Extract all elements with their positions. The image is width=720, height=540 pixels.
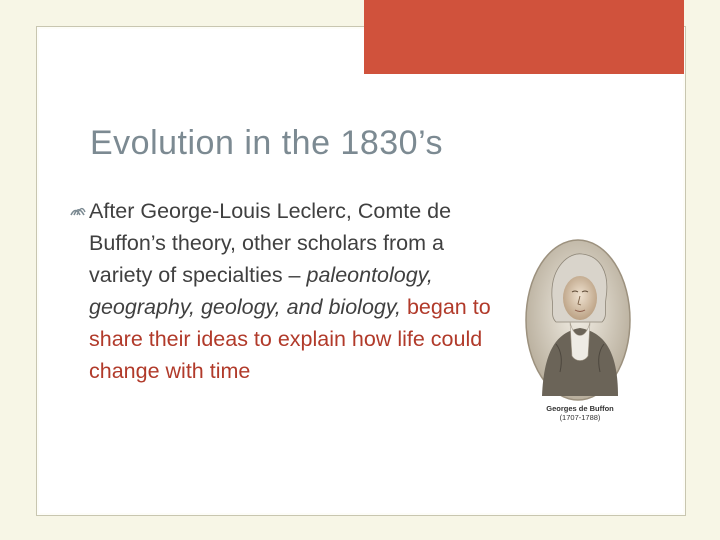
bullet-text <box>89 195 500 387</box>
wave-bullet-icon <box>70 203 86 219</box>
slide-title: Evolution in the 1830’s <box>90 124 444 162</box>
bullet-item <box>70 195 500 387</box>
bullet-text-highlight: began to share their ideas to explain how life could change with time <box>89 295 491 383</box>
accent-bar <box>364 0 684 74</box>
portrait-caption-dates: (1707-1788) <box>559 413 601 422</box>
portrait-caption-name: Georges de Buffon <box>546 404 614 413</box>
bullet-text-normal: After George-Louis Leclerc, Comte de Buffon’s theory, other scholars from a variety of specialties – <box>89 199 452 287</box>
buffon-portrait-image <box>522 236 634 412</box>
bullet-text-italic: paleontology, geography, geology, and biology, <box>89 263 433 319</box>
